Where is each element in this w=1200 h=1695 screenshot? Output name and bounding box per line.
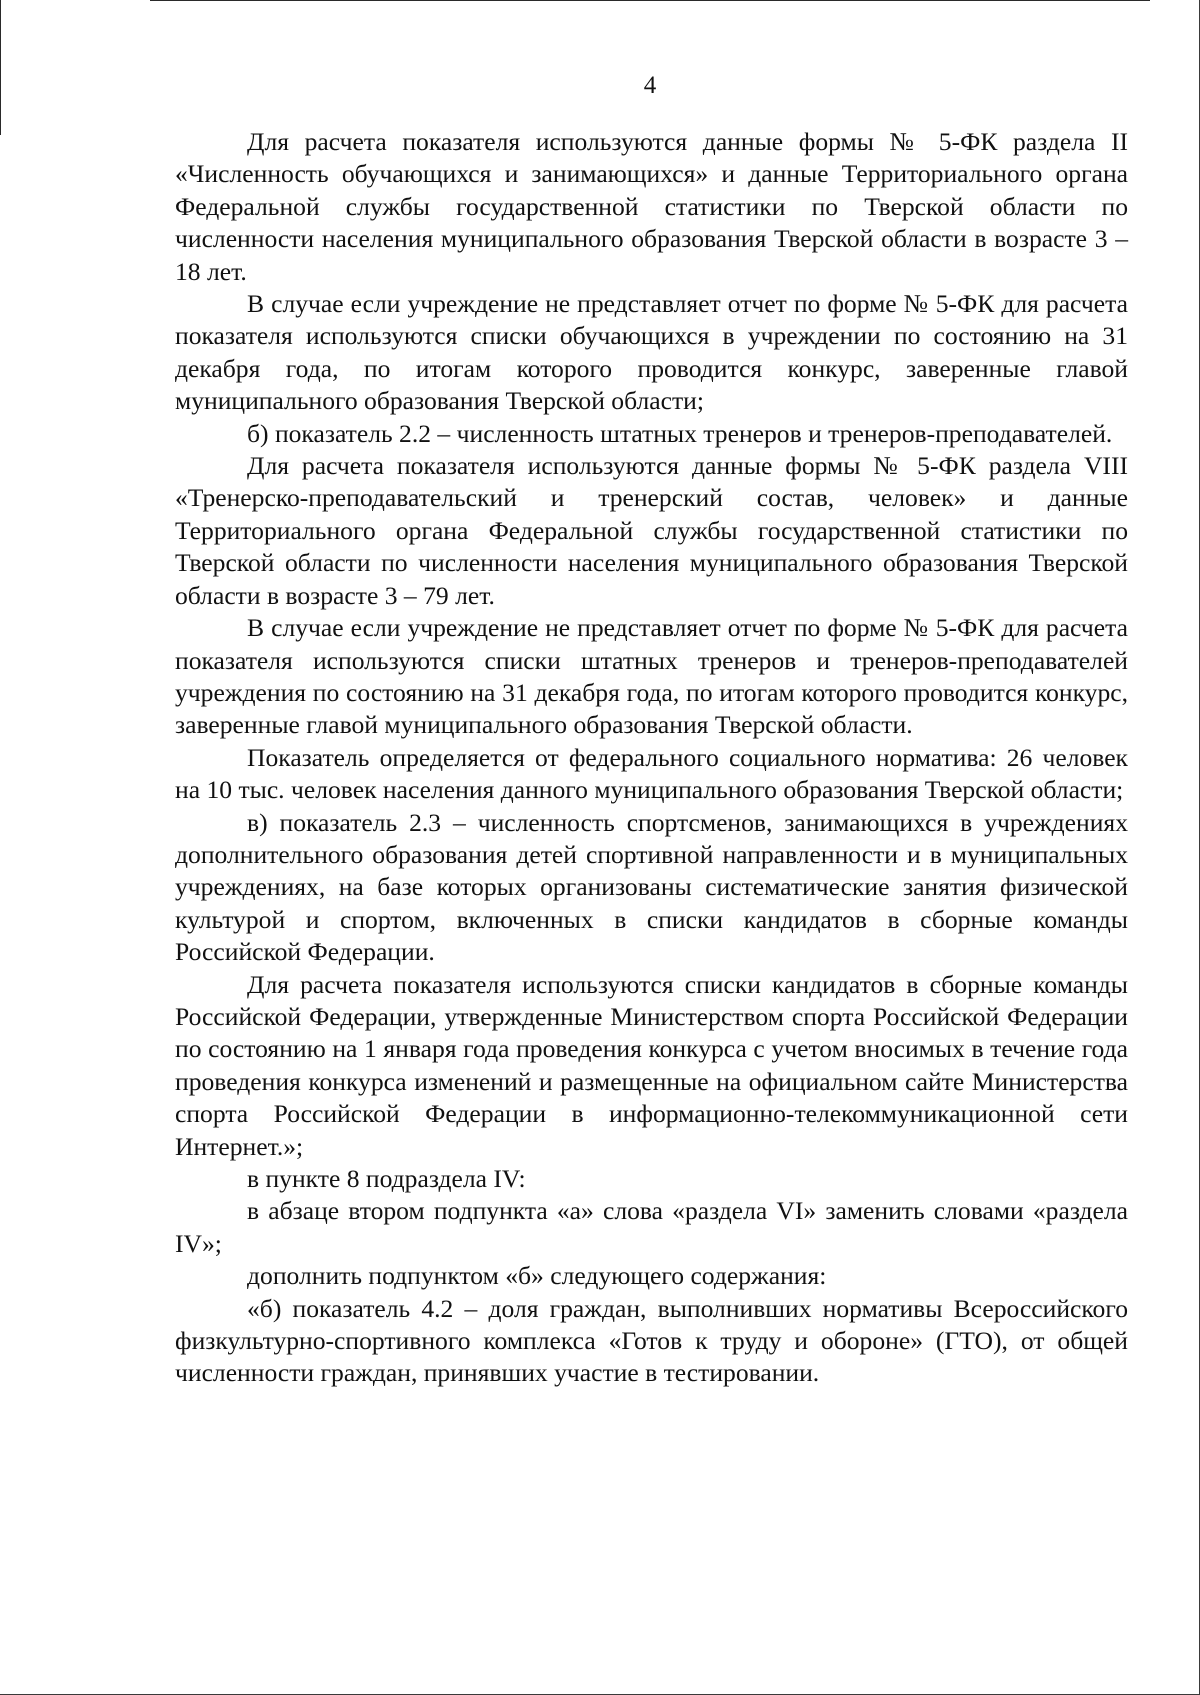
scan-edge-left: [0, 0, 1, 135]
document-body: [175, 126, 1128, 1390]
paragraph: Для расчета показателя используются списки кандидатов в сборные команды Российской Федерации, утвержденные Министерством спорта Российской Федерации по состоянию на 1 января года проведения конкурса с учетом вносимых в течение года проведения конкурса изменений и размещенные на официальном сайте Министерства спорта Российской Федерации в информационно-телекоммуникационной сети Интернет.»;: [175, 969, 1128, 1161]
page-number: 4: [643, 72, 657, 99]
paragraph: В случае если учреждение не представляет отчет по форме № 5-ФК для расчета показателя используются списки штатных тренеров и тренеров-преподавателей учреждения по состоянию на 31 декабря года, по итогам которого проводится конкурс, заверенные главой муниципального образования Тверской области.: [175, 613, 1128, 740]
scan-edge-top: [150, 0, 1150, 1]
paragraph: «б) показатель 4.2 – доля граждан, выполнивших нормативы Всероссийского физкультурно-спортивного комплекса «Готов к труду и обороне» (ГТО), от общей численности граждан, принявших участие в тестировании.: [175, 1293, 1128, 1388]
paragraph: Для расчета показателя используются данные формы № 5-ФК раздела VIII «Тренерско-преподавательский и тренерский состав, человек» и данные Территориального органа Федеральной службы государственной статистики по Тверской области по численности населения муниципального образования Тверской области в возрасте 3 – 79 лет.: [175, 451, 1128, 610]
paragraph: б) показатель 2.2 – численность штатных тренеров и тренеров-преподавателей.: [247, 418, 1113, 448]
paragraph: в абзаце втором подпункта «а» слова «раздела VI» заменить словами «раздела IV»;: [175, 1196, 1128, 1258]
paragraph: в) показатель 2.3 – численность спортсменов, занимающихся в учреждениях дополнительного образования детей спортивной направленности и в муниципальных учреждениях, на базе которых организованы систематические занятия физической культурой и спортом, включенных в списки кандидатов в сборные команды Российской Федерации.: [175, 807, 1128, 967]
paragraph: дополнить подпунктом «б» следующего содержания:: [247, 1261, 827, 1291]
paragraph: Показатель определяется от федерального социального норматива: 26 человек на 10 тыс. человек населения данного муниципального образования Тверской области;: [175, 742, 1128, 805]
paragraph: В случае если учреждение не представляет отчет по форме № 5-ФК для расчета показателя используются списки обучающихся в учреждении по состоянию на 31 декабря года, по итогам которого проводится конкурс, заверенные главой муниципального образования Тверской области;: [175, 289, 1128, 416]
paragraph: Для расчета показателя используются данные формы № 5-ФК раздела II «Численность обучающихся и занимающихся» и данные Территориального органа Федеральной службы государственной статистики по Тверской области по численности населения муниципального образования Тверской области в возрасте 3 – 18 лет.: [175, 127, 1128, 286]
paragraph: в пункте 8 подраздела IV:: [247, 1164, 526, 1193]
